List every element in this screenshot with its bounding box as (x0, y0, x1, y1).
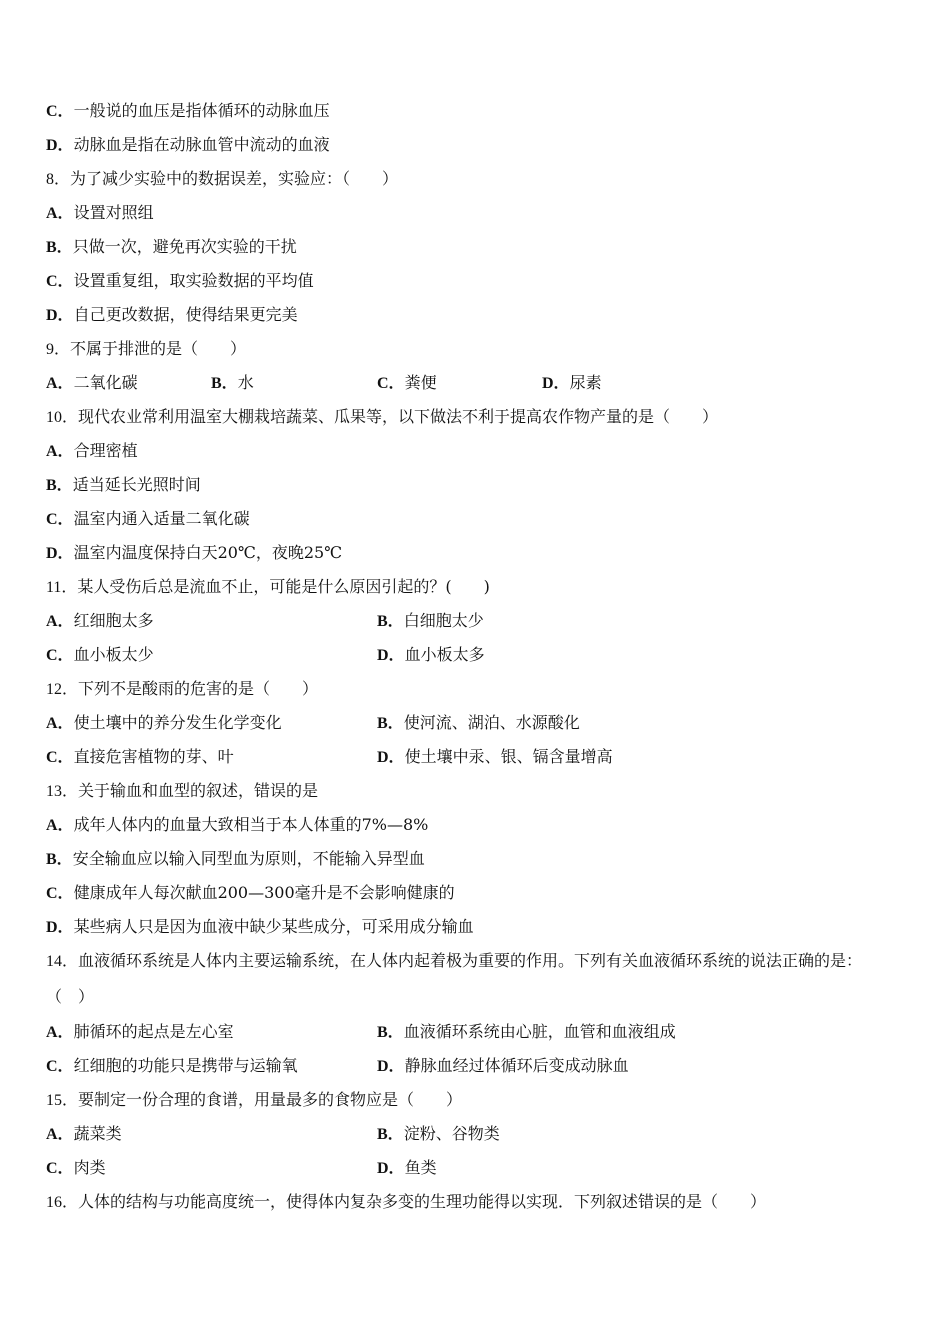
option-d (542, 372, 602, 395)
option-c (46, 1157, 106, 1180)
option-label: C． (46, 511, 74, 528)
option-label: A． (46, 715, 74, 732)
option-text: 尿素 (569, 373, 602, 392)
question-blank (46, 986, 94, 1008)
option-text: 安全输血应以输入同型血为原则，不能输入异型血 (72, 849, 425, 868)
question-text: 人体的结构与功能高度统一，使得体内复杂多变的生理功能得以实现．下列叙述错误的是（ ） (78, 1192, 767, 1211)
option-label: B． (377, 1126, 404, 1143)
option-d (377, 644, 485, 667)
option-label: C． (46, 1160, 74, 1177)
option-label: A． (46, 443, 74, 460)
option-label: D． (542, 375, 570, 392)
question-line (46, 678, 318, 700)
option-text: 动脉血是指在动脉血管中流动的血液 (73, 135, 330, 154)
option-line (46, 542, 342, 564)
option-text: 温室内温度保持白天20℃，夜晚25℃ (73, 543, 343, 562)
question-text: 现代农业常利用温室大棚栽培蔬菜、瓜果等，以下做法不利于提高农作物产量的是（ ） (78, 407, 719, 426)
question-text: 关于输血和血型的叙述，错误的是 (78, 781, 319, 800)
option-line (46, 474, 201, 496)
option-text: 成年人体内的血量大致相当于本人体重的7%—8% (73, 815, 429, 834)
question-line (46, 338, 246, 360)
question-number: 15． (46, 1092, 79, 1109)
option-label: B． (377, 1024, 404, 1041)
question-number: 10． (46, 409, 79, 426)
option-text: 白细胞太少 (403, 611, 484, 630)
question-line (46, 1089, 462, 1111)
option-text: 设置对照组 (73, 203, 154, 222)
option-d (377, 1157, 437, 1180)
option-b (377, 610, 484, 633)
option-a (46, 1021, 234, 1044)
question-text: 血液循环系统是人体内主要运输系统，在人体内起着极为重要的作用。下列有关血液循环系统的说法正确的是： (78, 951, 863, 970)
question-line (46, 950, 862, 972)
option-text: 使河流、湖泊、水源酸化 (403, 713, 580, 732)
option-text: 淀粉、谷物类 (403, 1124, 500, 1143)
option-label: D． (377, 1058, 405, 1075)
question-number: 14． (46, 953, 79, 970)
question-text: 为了减少实验中的数据误差，实验应：（ ） (70, 169, 399, 188)
option-label: C． (377, 375, 405, 392)
option-b (377, 1123, 500, 1146)
option-line (46, 202, 154, 224)
option-b (377, 1021, 676, 1044)
option-text: 红细胞的功能只是携带与运输氧 (73, 1056, 298, 1075)
option-label: A． (46, 1126, 74, 1143)
question-text: 不属于排泄的是（ ） (70, 339, 247, 358)
option-label: C． (46, 885, 74, 902)
option-text: 合理密植 (73, 441, 138, 460)
option-text: 自己更改数据，使得结果更完美 (73, 305, 298, 324)
question-number: 9． (46, 341, 71, 358)
question-number: 16． (46, 1194, 79, 1211)
option-label: C． (46, 273, 74, 290)
option-line (46, 508, 250, 530)
option-d (377, 746, 613, 769)
option-text: 二氧化碳 (73, 373, 138, 392)
option-label: D． (46, 545, 74, 562)
option-label: A． (46, 205, 74, 222)
option-label: A． (46, 375, 74, 392)
question-line (46, 780, 318, 802)
option-line (46, 848, 425, 870)
option-label: B． (46, 477, 73, 494)
option-line (46, 882, 455, 904)
question-number: 11． (46, 579, 78, 596)
option-text: 静脉血经过体循环后变成动脉血 (404, 1056, 629, 1075)
option-text: 某些病人只是因为血液中缺少某些成分，可采用成分输血 (73, 917, 474, 936)
option-label: B． (377, 613, 404, 630)
option-label: D． (377, 647, 405, 664)
option-label: B． (46, 851, 73, 868)
option-text: 血液循环系统由心脏，血管和血液组成 (403, 1022, 676, 1041)
option-c (46, 746, 234, 769)
question-line (46, 406, 718, 428)
option-label: A． (46, 817, 74, 834)
option-line (46, 304, 298, 326)
option-label: B． (377, 715, 404, 732)
question-number: 8． (46, 171, 71, 188)
option-label: C． (46, 103, 74, 120)
option-c (46, 644, 154, 667)
option-text: 血小板太少 (73, 645, 154, 664)
option-line (46, 236, 297, 258)
question-line (46, 168, 398, 190)
option-text: 使土壤中汞、银、镉含量增高 (404, 747, 613, 766)
option-text: 设置重复组，取实验数据的平均值 (73, 271, 314, 290)
option-c (46, 1055, 298, 1078)
option-label: D． (46, 307, 74, 324)
option-a (46, 372, 138, 395)
question-number: 13． (46, 783, 79, 800)
option-b (377, 712, 580, 735)
question-text: 某人受伤后总是流血不止，可能是什么原因引起的？( ) (77, 577, 490, 596)
option-text: 粪便 (404, 373, 437, 392)
question-line (46, 1191, 766, 1213)
option-label: D． (46, 919, 74, 936)
option-text: 适当延长光照时间 (72, 475, 201, 494)
option-label: D． (377, 749, 405, 766)
option-text: 一般说的血压是指体循环的动脉血压 (73, 101, 330, 120)
option-text: 肉类 (73, 1158, 106, 1177)
question-number: 12． (46, 681, 79, 698)
option-d (377, 1055, 629, 1078)
option-text: 直接危害植物的芽、叶 (73, 747, 234, 766)
option-text: 使土壤中的养分发生化学变化 (73, 713, 282, 732)
option-line (46, 270, 314, 292)
option-a (46, 610, 154, 633)
option-text: 鱼类 (404, 1158, 437, 1177)
option-text: 只做一次，避免再次实验的干扰 (72, 237, 297, 256)
option-label: C． (46, 749, 74, 766)
question-text: 下列不是酸雨的危害的是（ ） (78, 679, 319, 698)
option-label: D． (377, 1160, 405, 1177)
option-text: 血小板太多 (404, 645, 485, 664)
option-line (46, 916, 474, 938)
option-text: 健康成年人每次献血200—300毫升是不会影响健康的 (73, 883, 455, 902)
option-label: C． (46, 647, 74, 664)
option-b (211, 372, 254, 395)
option-c (377, 372, 437, 395)
option-label: D． (46, 137, 74, 154)
option-text: 水 (237, 373, 254, 392)
option-label: B． (46, 239, 73, 256)
option-text: 蔬菜类 (73, 1124, 122, 1143)
question-text: 要制定一份合理的食谱，用量最多的食物应是（ ） (78, 1090, 463, 1109)
option-line (46, 440, 138, 462)
option-a (46, 1123, 122, 1146)
option-a (46, 712, 282, 735)
option-line (46, 814, 428, 836)
option-line (46, 134, 330, 156)
option-text: 温室内通入适量二氧化碳 (73, 509, 250, 528)
option-label: C． (46, 1058, 74, 1075)
option-label: A． (46, 1024, 74, 1041)
option-label: B． (211, 375, 238, 392)
option-label: A． (46, 613, 74, 630)
question-text: （ ） (46, 987, 95, 1006)
option-text: 肺循环的起点是左心室 (73, 1022, 234, 1041)
option-text: 红细胞太多 (73, 611, 154, 630)
option-line (46, 100, 330, 122)
question-line (46, 576, 490, 598)
